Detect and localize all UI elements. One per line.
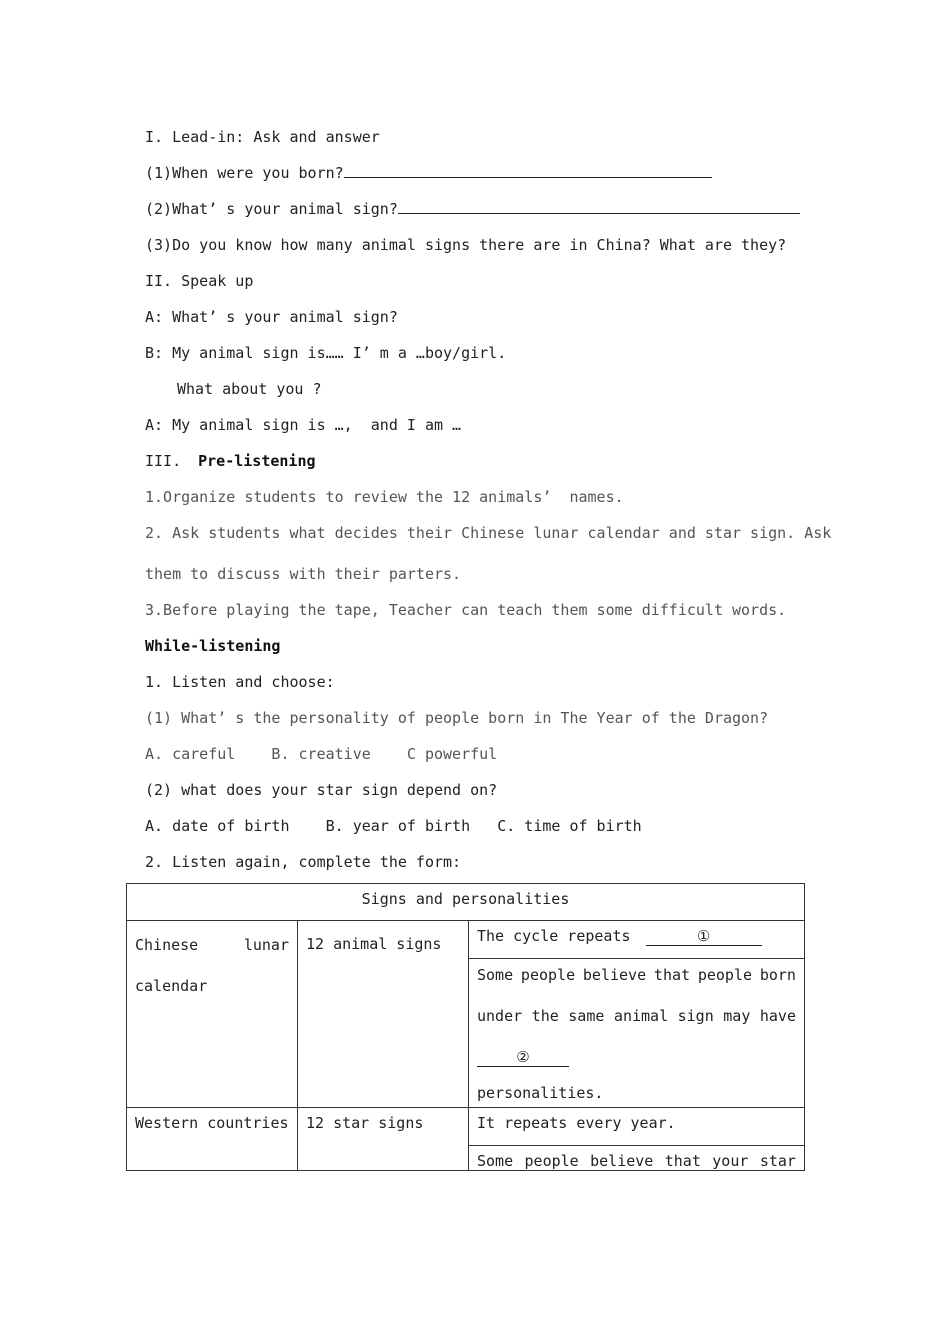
justified-word: people [520,966,576,984]
cell-western-countries: Western countries [127,1108,298,1171]
justified-word: that [653,966,691,984]
choice-options-2: A. date of birth B. year of birth C. time of birth [145,817,642,835]
section3-heading [145,451,316,471]
table-row [127,884,805,921]
task-1: 1. Listen and choose: [145,673,335,691]
justified-word: people [524,1152,579,1170]
choice-question-2: (2) what does your star sign depend on? [145,781,498,799]
cell-repeats-every-year: It repeats every year. [469,1108,805,1146]
pre-item-3: 3.Before playing the tape, Teacher can teach them some difficult words. [145,601,787,619]
task-2: 2. Listen again, complete the form: [145,853,462,871]
justified-word: star [759,1152,796,1170]
cell-chinese-lunar-calendar [127,921,298,1108]
question-born [145,163,712,183]
table-row [127,1108,805,1146]
justified-word: your [712,1152,749,1170]
pre-item-2b: them to discuss with their parters. [145,565,462,583]
question-animal-sign [145,199,800,219]
justified-word: Some [477,1152,514,1170]
cell-12-star-signs: 12 star signs [298,1108,469,1171]
section3-number: III. [145,452,182,470]
dialogue-a2: A: My animal sign is …, and I am … [145,416,462,434]
question-born-text: (1)When were you born? [145,164,344,182]
cell-chinese-line1 [135,935,289,976]
star-belief-text [477,1152,796,1170]
justified-word: same [568,1007,605,1025]
table-row [127,921,805,959]
answer-blank-born[interactable] [344,163,712,178]
justified-word: may [723,1007,751,1025]
pre-item-1: 1.Organize students to review the 12 animals’ names. [145,488,624,506]
personalities-line1 [477,965,796,1006]
cell-12-animal-signs: 12 animal signs [298,921,469,1108]
section3-title: Pre-listening [198,452,316,470]
cell-cycle-repeats [469,921,805,959]
choice-question-1: (1) What’ s the personality of people born in The Year of the Dragon? [145,709,769,727]
form-title: Signs and personalities [127,884,805,921]
word-calendar: calendar [135,977,208,995]
cell-star-belief [469,1146,805,1171]
justified-word: born [759,966,796,984]
justified-word: animal [613,1007,669,1025]
cell-personalities [469,959,805,1108]
question-how-many: (3)Do you know how many animal signs there are in China? What are they? [145,236,787,254]
choice-options-1: A. careful B. creative C powerful [145,745,498,763]
blank-2[interactable]: ② [477,1048,569,1067]
justified-word: believe [582,966,647,984]
pre-item-2a: 2. Ask students what decides their Chinese lunar calendar and star sign. Ask [145,524,832,542]
dialogue-b1: B: My animal sign is…… I’ m a …boy/girl. [145,344,507,362]
question-animal-sign-text: (2)What’ s your animal sign? [145,200,398,218]
personalities-line2 [477,1006,796,1047]
section1-heading: I. Lead-in: Ask and answer [145,128,380,146]
word-lunar: lunar [243,936,289,954]
justified-word: people [697,966,753,984]
justified-word: sign [677,1007,714,1025]
word-chinese: Chinese [135,936,199,954]
personalities-line4: personalities. [477,1084,604,1102]
dialogue-a1: A: What’ s your animal sign? [145,308,398,326]
section2-heading: II. Speak up [145,272,254,290]
blank-1[interactable]: ① [646,927,762,946]
justified-word: believe [590,1152,654,1170]
while-heading: While-listening [145,637,281,655]
justified-word: have [759,1007,796,1025]
personalities-blank-line [477,1047,796,1083]
answer-blank-animal-sign[interactable] [398,199,800,214]
justified-word: under [477,1007,523,1025]
justified-word: Some [477,966,514,984]
cycle-repeats-text: The cycle repeats [477,927,631,945]
justified-word: that [664,1152,701,1170]
justified-word: the [531,1007,559,1025]
dialogue-b2: What about you ? [177,380,322,398]
signs-form-table [126,883,805,1171]
